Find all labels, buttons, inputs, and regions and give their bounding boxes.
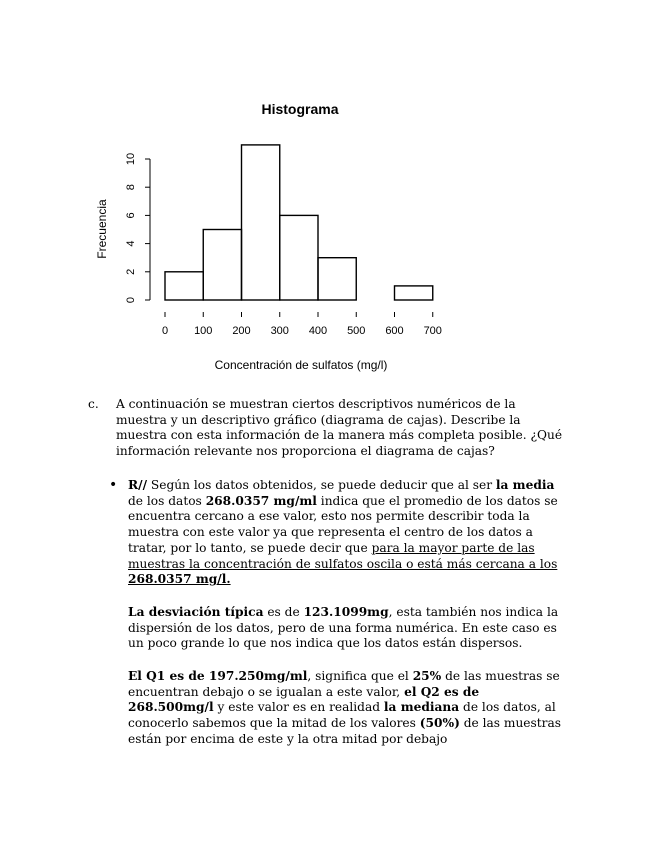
histogram-bar-4 (318, 258, 356, 300)
x-axis (162, 312, 442, 337)
x-tick-label-400: 400 (308, 325, 328, 337)
p1-bold-1: la media (495, 478, 555, 492)
p3-text-1: , significa que el (307, 669, 413, 684)
x-tick-label-200: 200 (232, 325, 251, 337)
p3-bold-1: El Q1 es de 197.250mg/ml (128, 669, 308, 684)
histogram-bar-2 (242, 145, 280, 300)
bars-group (165, 145, 433, 300)
question-number: c. (88, 397, 99, 411)
question-text: A continuación se muestran ciertos descriptivos numéricos de la muestra y un descriptivo gráfico (diagrama de cajas). Describe la muestra con esta información de la manera más completa posible. ¿Qué información relevante nos proporciona el diagrama de cajas? (116, 397, 563, 459)
p3-bold-5: (50%) (419, 716, 460, 731)
p2-text-2: , esta también nos indica la dispersión de los datos, pero de una forma numérica. En este caso es un poco grande lo que nos indica que los datos están dispersos. (128, 604, 559, 651)
histogram-chart (0, 0, 655, 390)
answer-paragraph-2 (128, 605, 568, 652)
p3-bold-3: el Q2 es de 268.500mg/l (128, 684, 480, 715)
bullet-icon: • (109, 477, 118, 493)
p3-text-5: de las muestras están por encima de este y la otra mitad por debajo (128, 716, 562, 746)
p1-text-1: Según los datos obtenidos, se puede deducir que al ser (147, 478, 496, 492)
p1-underline: para la mayor parte de las muestras la concentración de sulfatos oscila o está más cercana a los (128, 540, 558, 571)
p2-text-1: es de (263, 604, 304, 619)
x-axis-label: Concentración de sulfatos (mg/l) (214, 358, 388, 372)
p1-text-2: de los datos (128, 493, 206, 508)
x-tick-label-0: 0 (161, 325, 169, 337)
x-tick-label-700: 700 (423, 325, 442, 337)
y-tick-label-6: 6 (125, 212, 137, 219)
y-axis (125, 153, 150, 303)
p3-text-2: de las muestras se encuentran debajo o se igualan a este valor, (128, 669, 560, 699)
x-tick-label-500: 500 (347, 325, 366, 337)
p3-bold-2: 25% (412, 669, 442, 684)
p1-bold-2: 268.0357 mg/ml (205, 493, 317, 508)
x-tick-label-600: 600 (385, 325, 404, 337)
histogram-bar-3 (280, 215, 318, 300)
p3-text-4: de los datos, al conocerlo sabemos que la mitad de los valores (128, 700, 556, 731)
p2-bold-1: La desviación típica (128, 604, 264, 619)
answer-paragraph-1 (128, 478, 568, 588)
p2-bold-2: 123.1099mg (303, 604, 389, 619)
chart-title: Histograma (261, 101, 339, 117)
y-tick-label-4: 4 (125, 240, 137, 247)
p1-underline-bold: 268.0357 mg/l. (128, 572, 231, 587)
y-tick-label-8: 8 (125, 184, 137, 191)
y-tick-label-10: 10 (125, 152, 137, 166)
p1-text-3: indica que el promedio de los datos se encuentra cercano a ese valor, esto nos permite describir toda la muestra con este valor ya que representa el centro de los datos a tratar, por lo tanto, se puede decir que (128, 493, 558, 555)
answer-prefix: R// (128, 478, 148, 492)
p3-text-3: y este valor es en realidad (213, 700, 384, 715)
histogram-bar-0 (165, 272, 203, 300)
histogram-bar-1 (203, 230, 241, 301)
x-tick-label-300: 300 (270, 325, 289, 337)
y-axis-label: Frecuencia (95, 199, 109, 259)
x-tick-label-100: 100 (194, 325, 213, 337)
y-tick-label-2: 2 (125, 268, 137, 275)
histogram-bar-6 (395, 286, 433, 300)
answer-paragraph-3 (128, 669, 568, 748)
p3-bold-4: la mediana (383, 700, 460, 715)
y-tick-label-0: 0 (125, 296, 137, 304)
answer-block (109, 477, 568, 765)
